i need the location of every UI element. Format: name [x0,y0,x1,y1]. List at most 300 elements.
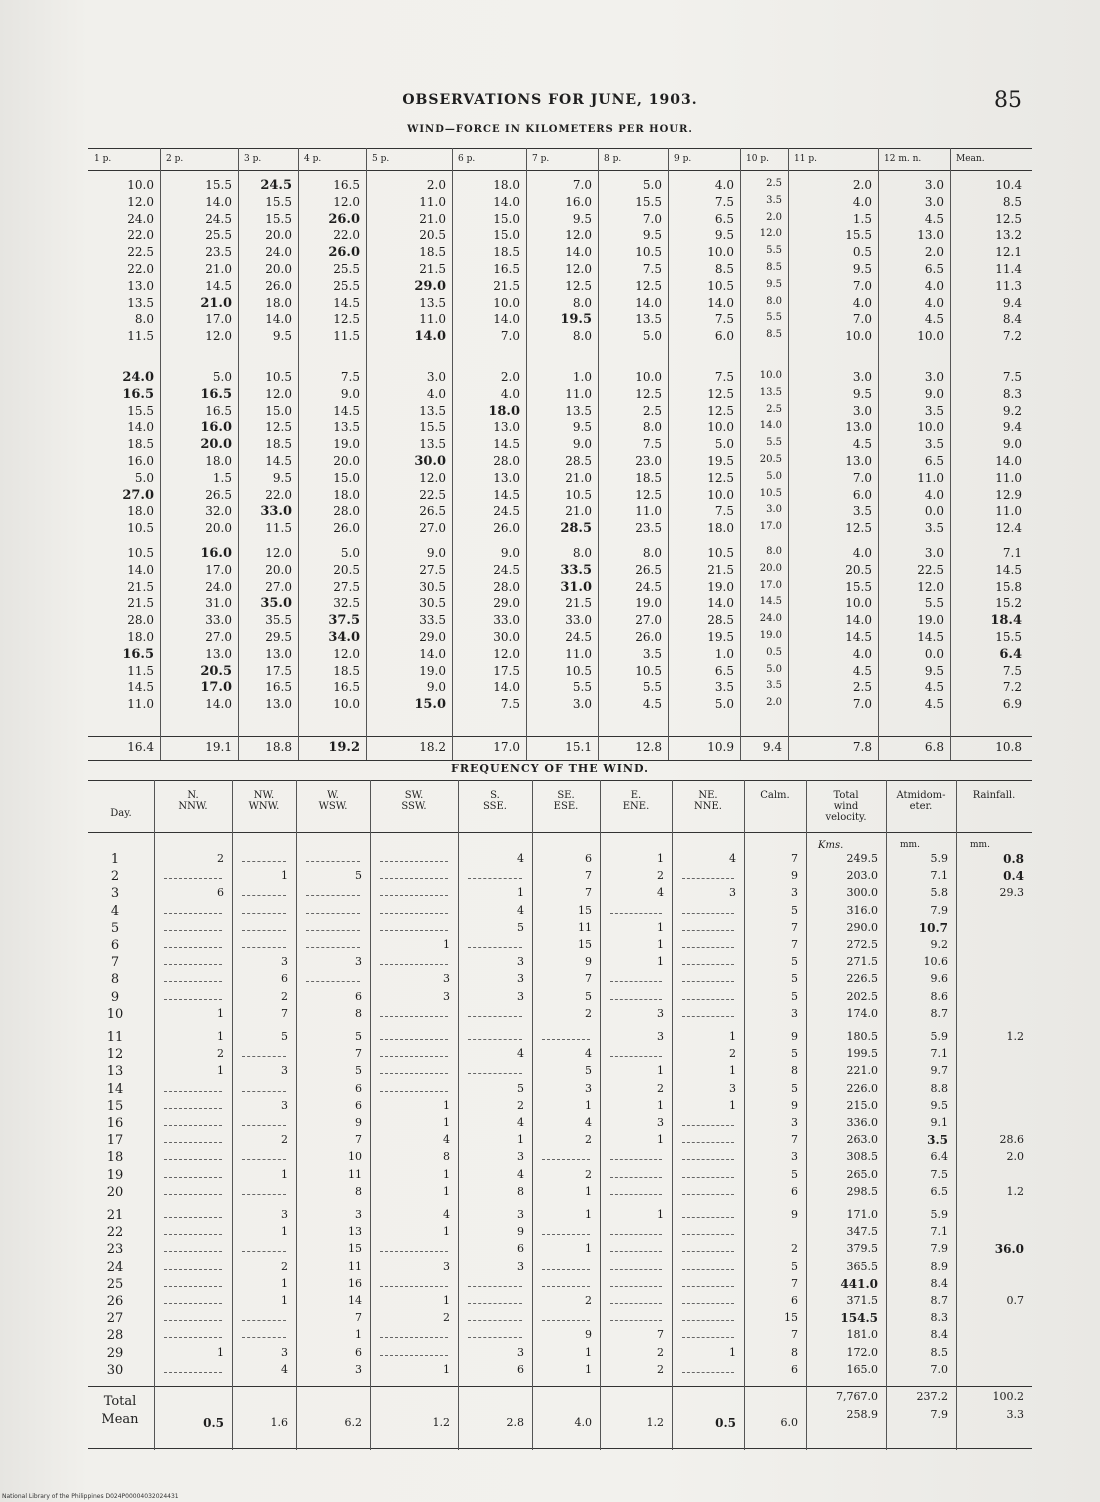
frequency-cell: 1 [281,1167,288,1181]
column-separator [740,148,741,760]
frequency-cell: 4 [281,1362,288,1376]
column-header: Atmidom- eter. [896,790,946,812]
frequency-cell: 1 [585,1208,592,1221]
frequency-cell: 9 [355,1116,362,1129]
force-cell: 10.5 [127,546,154,560]
empty-dash [610,1320,662,1321]
frequency-cell: 221.0 [846,1064,878,1078]
day-number: 1 [110,852,120,867]
mean-cell: 18.8 [265,740,292,754]
force-cell: 0.0 [924,504,944,519]
force-cell: 3.0 [924,194,944,209]
force-cell: 19.0 [707,579,734,594]
frequency-cell: 298.5 [846,1184,878,1198]
force-cell: 20.5 [759,454,782,465]
table-rule [88,832,1032,833]
force-cell: 27.0 [419,521,446,536]
empty-dash [164,1194,222,1195]
force-cell: 5.0 [766,470,782,482]
empty-dash [610,1177,662,1178]
force-cell: 14.5 [127,680,154,695]
empty-dash [380,1073,448,1074]
mean-cell: 7.8 [852,740,872,754]
force-cell: 10.0 [127,178,154,192]
force-cell: 33.0 [565,613,592,628]
frequency-cell: 1 [443,1225,450,1239]
force-cell: 24.0 [122,370,154,385]
force-cell: 18.4 [990,613,1022,629]
force-cell: 14.5 [995,562,1022,577]
force-cell: 2.5 [766,178,782,189]
frequency-cell: 1 [443,1294,450,1307]
force-cell: 11.5 [127,329,154,344]
wind-frequency-table [88,780,1032,1450]
force-cell: 24.0 [205,579,232,594]
force-cell: 9.5 [272,470,292,485]
frequency-cell: 14 [348,1294,362,1307]
day-number: 16 [106,1116,124,1131]
frequency-cell: 10 [348,1150,362,1164]
frequency-cell: 2 [517,1098,524,1112]
force-cell: 16.5 [265,680,292,695]
force-cell: 4.0 [500,386,520,401]
force-cell: 5.0 [212,370,232,384]
empty-dash [242,930,286,931]
frequency-cell: 308.5 [846,1150,878,1164]
empty-dash [610,1056,662,1057]
frequency-cell: 9 [791,1208,798,1221]
empty-dash [610,981,662,982]
force-cell: 24.5 [205,211,232,226]
force-cell: 9.5 [642,228,662,243]
force-cell: 9.5 [766,278,782,290]
force-cell: 19.5 [707,630,734,644]
frequency-cell: 3 [443,972,450,986]
force-cell: 30.0 [414,454,446,469]
force-cell: 13.5 [565,403,592,418]
column-separator [370,780,371,1450]
empty-dash [682,1269,734,1270]
column-header: N. NNW. [178,790,208,812]
force-cell: 33.0 [205,613,232,628]
frequency-cell: 4 [517,852,524,865]
empty-dash [380,1286,448,1287]
mean-cell: 10.9 [707,740,734,754]
frequency-cell: 15 [578,903,592,917]
force-cell: 16.5 [493,262,520,276]
force-cell: 12.0 [419,470,446,485]
empty-dash [610,1303,662,1304]
day-number: 29 [106,1345,124,1361]
day-number: 7 [110,955,120,971]
frequency-cell: 4 [585,1047,592,1061]
column-separator [238,148,239,760]
frequency-cell: 6 [355,989,362,1003]
force-cell: 35.5 [265,613,292,628]
column-header: 4 p. [304,154,322,164]
force-cell: 5.5 [572,680,592,695]
empty-dash [306,895,360,896]
force-cell: 22.0 [265,487,292,502]
force-cell: 26.0 [328,211,360,227]
force-cell: 14.0 [419,646,446,661]
frequency-cell: 3 [657,1116,664,1129]
column-header: SW. SSW. [401,790,427,812]
frequency-cell: 36.0 [994,1242,1024,1257]
force-cell: 6.0 [714,329,734,344]
day-number: 15 [106,1098,124,1114]
force-cell: 20.5 [333,562,360,577]
force-cell: 14.5 [759,596,782,608]
frequency-cell: 172.0 [846,1345,878,1359]
force-cell: 4.0 [852,194,872,209]
frequency-cell: 3 [791,886,798,900]
force-cell: 14.0 [565,245,592,260]
force-cell: 4.0 [852,646,872,661]
mean-cell: 6.2 [344,1416,362,1429]
force-cell: 4.0 [714,178,734,192]
frequency-cell: 5 [791,1081,798,1095]
force-cell: 3.5 [852,504,872,519]
frequency-cell: 2 [657,869,664,883]
force-cell: 20.5 [200,663,232,679]
empty-dash [610,1269,662,1270]
force-cell: 5.5 [766,312,782,324]
empty-dash [468,1286,522,1287]
force-cell: 10.0 [707,487,734,502]
force-cell: 6.5 [714,663,734,678]
frequency-cell: 4 [657,886,664,900]
frequency-cell: 5 [355,869,362,883]
force-cell: 10.0 [707,245,734,260]
force-cell: 20.0 [200,437,232,453]
force-cell: 8.0 [766,295,782,307]
force-cell: 17.5 [265,663,292,678]
force-cell: 28.0 [333,504,360,519]
force-cell: 33.0 [260,504,292,520]
mean-cell: 7.9 [930,1408,948,1421]
force-cell: 3.0 [852,370,872,384]
force-cell: 9.0 [426,546,446,560]
column-header: 7 p. [532,154,550,164]
force-cell: 12.5 [635,386,662,401]
frequency-cell: 215.0 [846,1098,878,1112]
force-cell: 4.5 [924,312,944,327]
frequency-cell: 265.0 [846,1167,878,1181]
force-cell: 19.0 [917,613,944,628]
mean-cell: 1.2 [432,1416,450,1429]
force-cell: 9.0 [340,386,360,401]
frequency-cell: 5.9 [930,1208,948,1221]
frequency-cell: 3 [281,1064,288,1078]
frequency-cell: 3 [517,972,524,986]
force-cell: 11.0 [565,386,592,401]
frequency-cell: 7.9 [930,1242,948,1256]
frequency-title: FREQUENCY OF THE WIND. [451,762,649,775]
force-cell: 15.5 [995,630,1022,644]
empty-dash [306,913,360,914]
frequency-cell: 15 [784,1311,798,1325]
column-header: SE. ESE. [553,790,579,812]
empty-dash [242,1194,286,1195]
empty-dash [306,861,360,862]
frequency-cell: 202.5 [846,989,878,1003]
force-cell: 18.5 [127,437,154,452]
force-cell: 7.0 [852,470,872,485]
frequency-cell: 7.0 [930,1362,948,1376]
force-cell: 4.5 [924,680,944,695]
force-cell: 1.0 [572,370,592,384]
force-cell: 17.0 [759,521,782,533]
frequency-cell: 226.0 [846,1081,878,1095]
force-cell: 3.5 [766,680,782,692]
force-cell: 13.0 [917,228,944,243]
force-cell: 14.5 [333,403,360,418]
force-cell: 20.0 [759,562,782,574]
force-cell: 16.5 [122,646,154,662]
force-cell: 28.5 [565,454,592,468]
frequency-cell: 174.0 [846,1006,878,1020]
force-cell: 4.5 [852,663,872,678]
frequency-cell: 6 [517,1362,524,1376]
frequency-cell: 1 [217,1064,224,1078]
frequency-cell: 3 [281,1345,288,1359]
force-cell: 8.5 [766,329,782,341]
force-cell: 9.5 [714,228,734,243]
day-number: 17 [106,1133,124,1149]
empty-dash [164,1091,222,1092]
day-number: 30 [106,1362,124,1378]
empty-dash [468,1016,522,1017]
empty-dash [380,1056,448,1057]
force-cell: 2.0 [766,211,782,223]
force-cell: 18.5 [333,663,360,678]
empty-dash [380,1091,448,1092]
frequency-cell: 9.6 [930,972,948,986]
frequency-cell: 1 [517,1133,524,1147]
empty-dash [542,1269,590,1270]
force-cell: 21.0 [419,211,446,226]
frequency-cell: 7 [791,852,798,865]
frequency-cell: 7 [585,869,592,883]
force-cell: 2.0 [426,178,446,192]
frequency-cell: 11 [578,920,592,934]
empty-dash [610,1251,662,1252]
wind-force-table [88,148,1032,760]
frequency-cell: 1 [281,1225,288,1239]
force-cell: 14.0 [127,420,154,435]
force-cell: 14.0 [205,194,232,209]
force-cell: 30.5 [419,579,446,594]
frequency-cell: 371.5 [846,1294,878,1307]
frequency-cell: 3 [443,1259,450,1273]
force-cell: 11.5 [333,329,360,344]
force-cell: 24.5 [565,630,592,644]
frequency-cell: 3 [517,989,524,1003]
force-cell: 2.5 [852,680,872,695]
force-cell: 27.0 [265,579,292,594]
empty-dash [682,913,734,914]
force-cell: 15.0 [493,228,520,243]
force-cell: 4.5 [852,437,872,452]
frequency-cell: 2 [585,1167,592,1181]
frequency-cell: 11 [348,1259,362,1273]
force-cell: 15.5 [419,420,446,435]
force-cell: 20.0 [333,454,360,468]
force-cell: 32.5 [333,596,360,611]
force-cell: 6.5 [924,454,944,468]
force-cell: 18.0 [127,630,154,644]
empty-dash [306,930,360,931]
force-cell: 13.5 [127,295,154,310]
day-number: 3 [110,886,120,902]
force-cell: 17.0 [205,562,232,577]
column-header: S. SSE. [482,790,507,812]
force-cell: 4.5 [924,697,944,712]
force-cell: 9.5 [924,663,944,678]
force-cell: 9.5 [572,211,592,226]
force-cell: 14.0 [414,329,446,345]
frequency-cell: 3 [281,1208,288,1221]
force-cell: 3.5 [766,194,782,206]
day-number: 9 [110,989,120,1005]
force-cell: 3.0 [924,178,944,192]
frequency-cell: 7 [791,1133,798,1147]
force-cell: 13.5 [419,437,446,452]
force-cell: 9.5 [852,262,872,276]
frequency-cell: 2 [585,1133,592,1147]
frequency-cell: 203.0 [846,869,878,883]
frequency-cell: 2 [657,1081,664,1095]
force-cell: 29.5 [265,630,292,644]
force-cell: 15.0 [414,697,446,713]
day-number: 4 [110,903,120,919]
force-cell: 14.0 [759,420,782,432]
force-cell: 16.5 [122,386,154,402]
mean-cell: 19.1 [205,740,232,754]
frequency-cell: 5 [585,989,592,1003]
force-cell: 8.0 [642,546,662,560]
force-cell: 22.0 [127,262,154,276]
force-cell: 7.5 [1002,370,1022,384]
day-number: 27 [106,1311,124,1327]
column-separator [298,148,299,760]
frequency-cell: 6 [355,1345,362,1359]
column-separator [878,148,879,760]
mean-cell: 15.1 [565,740,592,754]
frequency-cell: 7 [791,920,798,934]
force-cell: 22.0 [127,228,154,243]
force-cell: 2.5 [766,403,782,415]
force-cell: 16.5 [333,680,360,695]
table-rule [88,760,1032,761]
force-cell: 10.5 [565,487,592,502]
empty-dash [164,1320,222,1321]
column-header: 9 p. [674,154,692,164]
empty-dash [610,1286,662,1287]
empty-dash [306,981,360,982]
force-cell: 28.0 [493,454,520,468]
force-cell: 13.0 [265,646,292,661]
force-cell: 31.0 [205,596,232,611]
force-cell: 5.0 [134,470,154,485]
force-cell: 11.3 [995,278,1022,293]
force-cell: 11.0 [127,697,154,712]
force-cell: 15.5 [265,194,292,209]
mean-cell: 3.3 [1006,1408,1024,1421]
empty-dash [542,1286,590,1287]
day-number: 28 [106,1328,124,1344]
empty-dash [380,878,448,879]
column-separator [600,780,601,1450]
empty-dash [682,1234,734,1235]
force-cell: 22.5 [917,562,944,577]
empty-dash [164,930,222,931]
total-cell: 100.2 [992,1390,1024,1403]
frequency-cell: 5 [791,955,798,969]
frequency-cell: 1 [585,1184,592,1198]
mean-label: Mean [101,1412,139,1427]
day-number: 19 [106,1167,124,1183]
force-cell: 17.5 [493,663,520,678]
frequency-cell: 181.0 [846,1328,878,1342]
force-cell: 14.0 [707,596,734,611]
frequency-cell: 3 [791,1006,798,1020]
empty-dash [242,861,286,862]
force-cell: 13.5 [333,420,360,435]
force-cell: 26.0 [328,245,360,261]
empty-dash [380,861,448,862]
frequency-cell: 2 [585,1006,592,1020]
force-cell: 30.5 [419,596,446,611]
day-number: 2 [110,869,120,885]
force-cell: 19.5 [560,312,592,328]
frequency-cell: 1 [657,1098,664,1112]
frequency-cell: 226.5 [846,972,878,986]
frequency-cell: 3 [355,955,362,969]
empty-dash [682,947,734,948]
column-header: 2 p. [166,154,184,164]
frequency-cell: 3.5 [927,1133,948,1148]
mean-cell: 1.2 [646,1416,664,1429]
force-cell: 7.5 [714,504,734,519]
frequency-cell: 13 [348,1225,362,1239]
frequency-cell: 3 [355,1208,362,1221]
frequency-cell: 6 [517,1242,524,1256]
force-cell: 19.5 [707,454,734,468]
total-cell: 7,767.0 [836,1390,878,1403]
force-cell: 9.0 [1002,437,1022,452]
force-cell: 21.5 [127,579,154,594]
frequency-cell: 249.5 [846,852,878,865]
force-cell: 18.0 [265,295,292,310]
frequency-cell: 9 [517,1225,524,1239]
force-cell: 15.5 [845,228,872,243]
frequency-cell: 1 [443,1098,450,1112]
force-cell: 2.0 [766,697,782,709]
force-cell: 13.0 [493,420,520,435]
frequency-cell: 3 [729,886,736,900]
empty-dash [306,947,360,948]
frequency-cell: 1 [657,1208,664,1221]
force-cell: 15.5 [127,403,154,418]
table-subtitle: WIND—FORCE IN KILOMETERS PER HOUR. [407,124,693,135]
force-cell: 6.4 [999,646,1022,662]
force-cell: 12.1 [995,245,1022,260]
frequency-cell: 1 [443,938,450,951]
mean-cell: 9.4 [762,740,782,754]
force-cell: 12.0 [265,386,292,401]
